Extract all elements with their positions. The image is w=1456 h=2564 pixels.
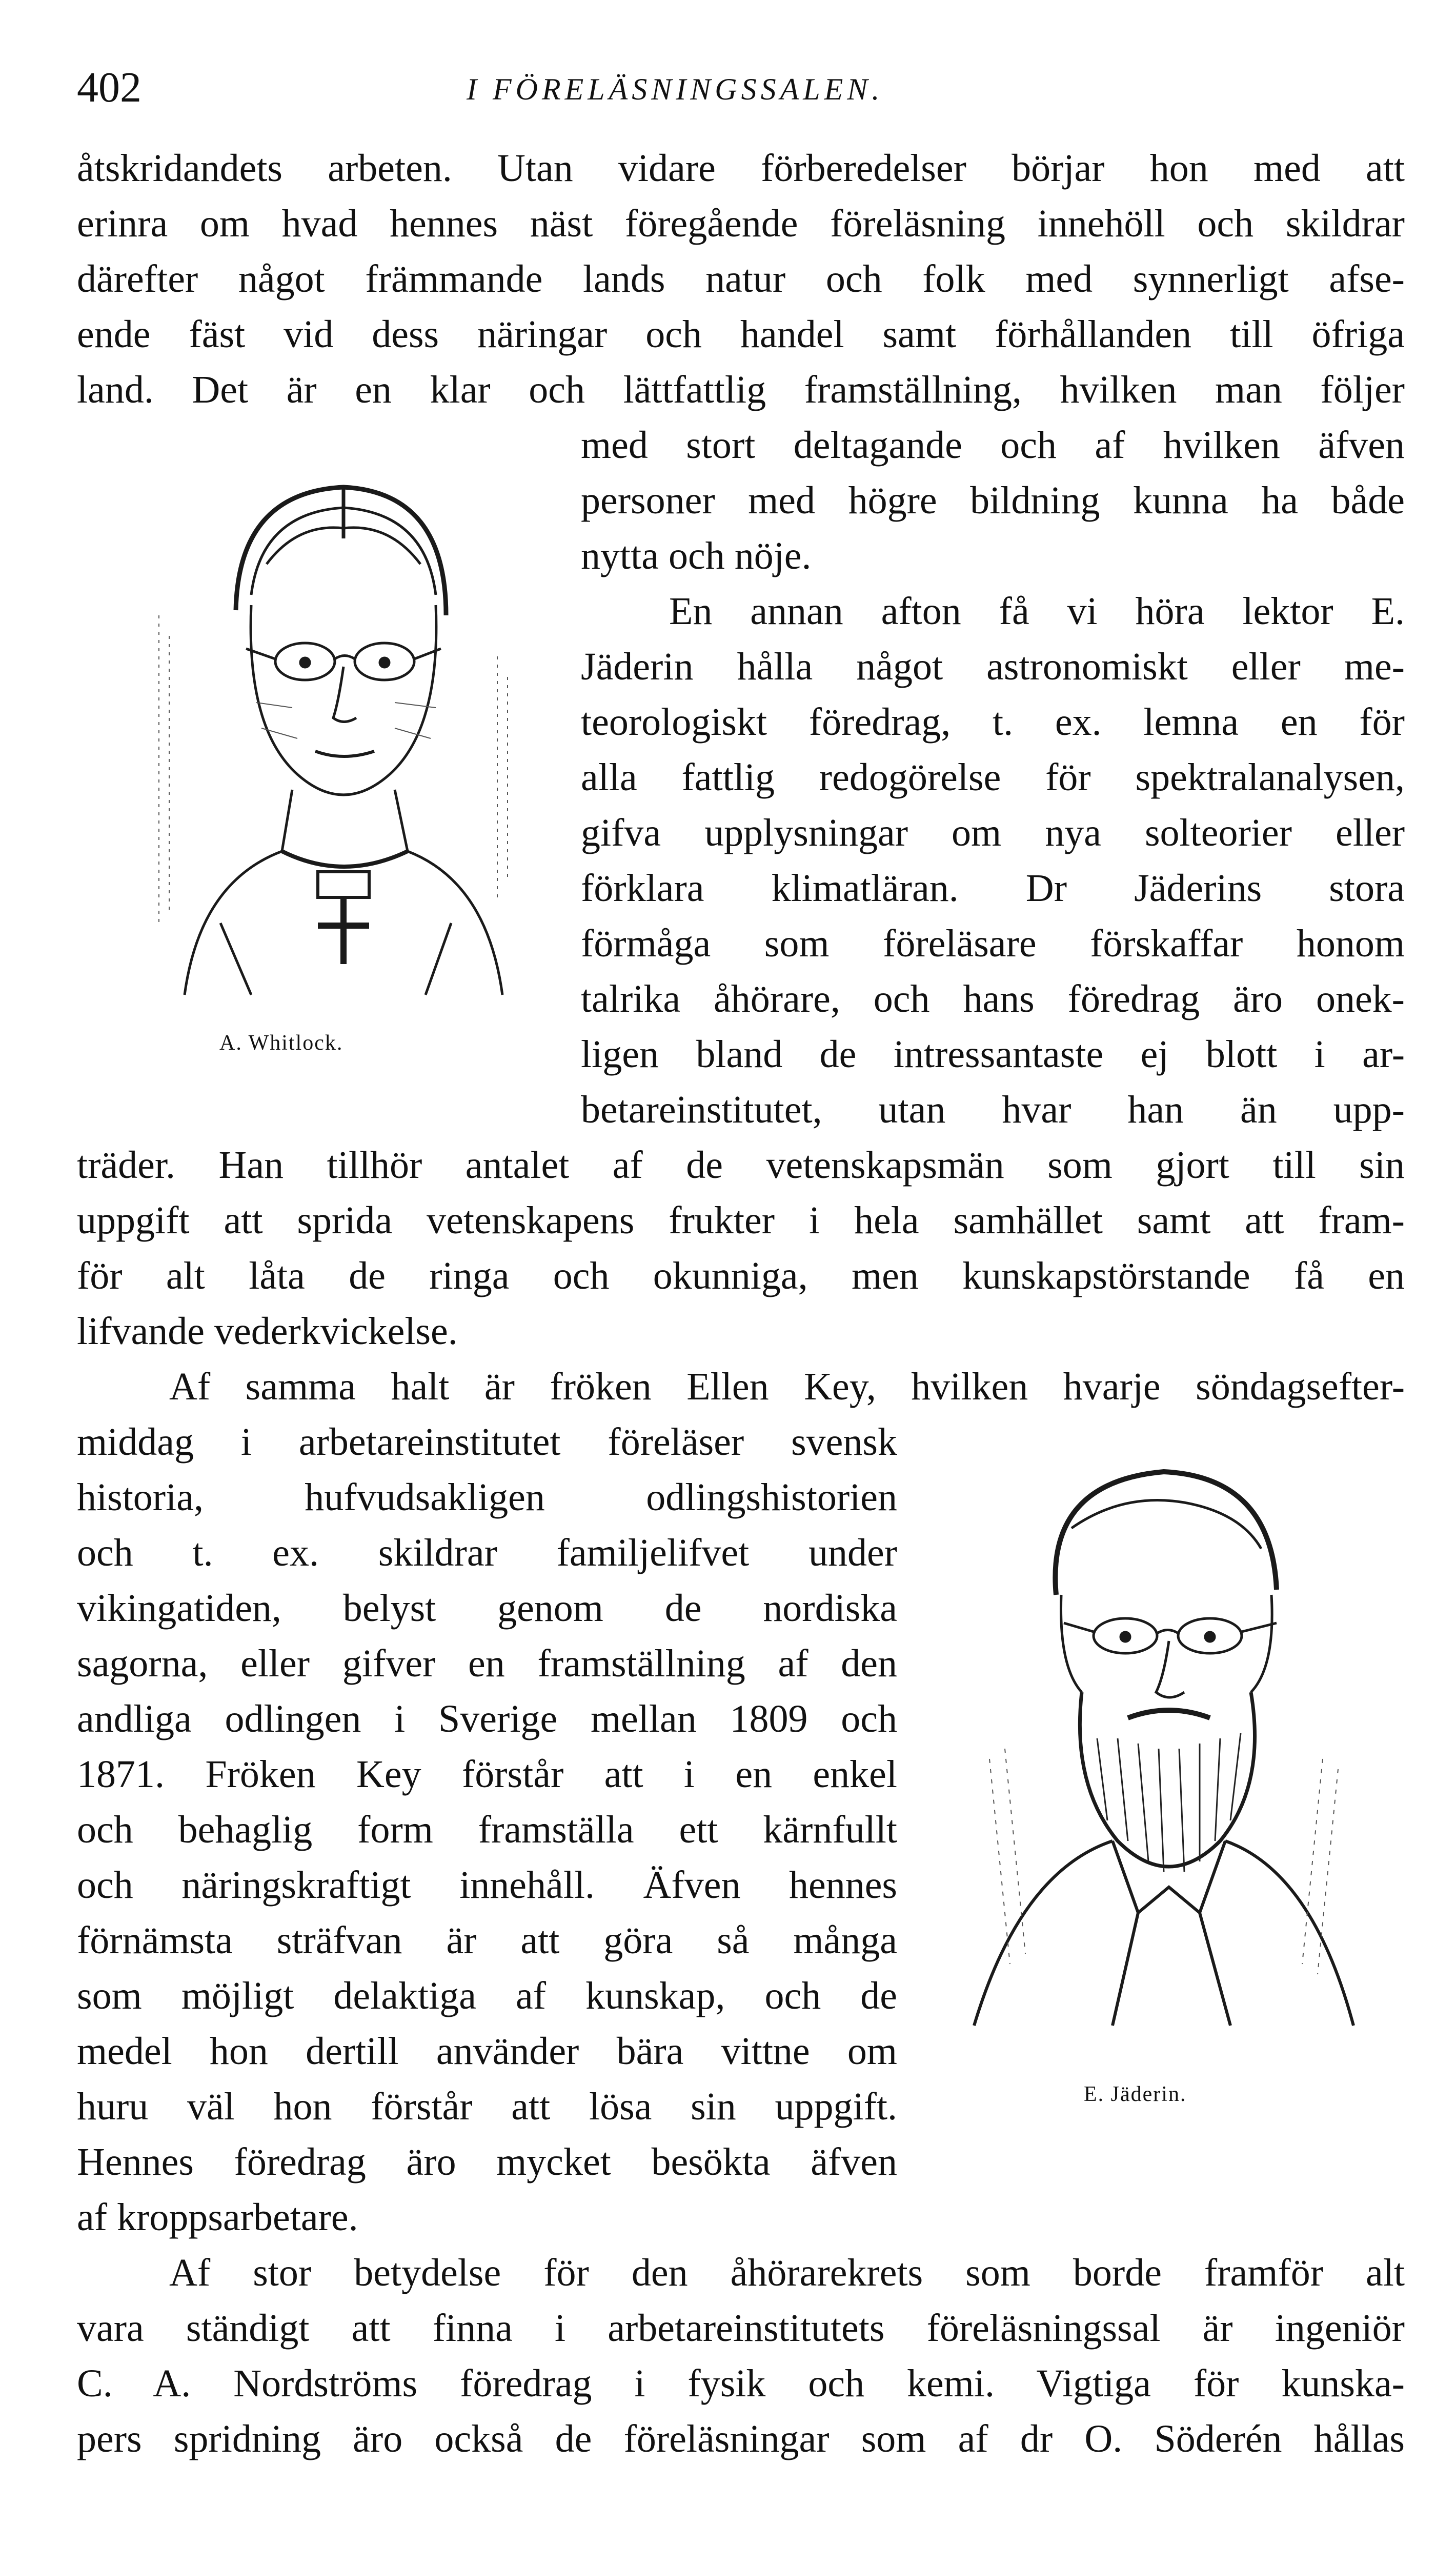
text-line: därefter något främmande lands natur och folk med synnerligt afse- [77, 257, 1405, 301]
text-line: alla fattlig redogörelse för spektralanalysen, [581, 756, 1405, 799]
text-line: för alt låta de ringa och okunniga, men kunskapstörstande få en [77, 1254, 1405, 1297]
page-header [77, 63, 1405, 119]
text-line: middag i arbetareinstitutet föreläser svensk [77, 1420, 897, 1464]
text-line: huru väl hon förstår att lösa sin uppgift. [77, 2085, 897, 2128]
text-line: och näringskraftigt innehåll. Äfven hennes [77, 1864, 897, 1907]
text-line: historia, hufvudsakligen odlingshistorien [77, 1476, 897, 1519]
text-line: 1871. Fröken Key förstår att i en enkel [77, 1753, 897, 1796]
text-line: C. A. Nordströms föredrag i fysik och kemi. Vigtiga för kunska- [77, 2362, 1405, 2405]
text-line: af kroppsarbetare. [77, 2196, 358, 2239]
text-line: uppgift att sprida vetenskapens frukter i hela samhället samt att fram- [77, 1199, 1405, 1242]
text-line: talrika åhörare, och hans föredrag äro onek- [581, 977, 1405, 1020]
page-number: 402 [77, 64, 141, 111]
text-line: lifvande vederkvickelse. [77, 1310, 458, 1353]
text-line: teorologiskt föredrag, t. ex. lemna en för [581, 700, 1405, 744]
text-line: vara ständigt att finna i arbetareinstitutets föreläsningssal är ingeniör [77, 2307, 1405, 2350]
text-line: ende fäst vid dess näringar och handel samt förhållanden till öfriga [77, 313, 1405, 356]
woman-portrait-engraving [128, 462, 538, 1015]
text-line: Af stor betydelse för den åhörarekrets som borde framför alt [169, 2251, 1405, 2294]
text-line: pers spridning äro också de föreläsningar som af dr O. Söderén hållas [77, 2417, 1405, 2460]
text-line: Jäderin hålla något astronomiskt eller me- [581, 645, 1405, 688]
text-line: erinra om hvad hennes näst föregående föreläsning innehöll och skildrar [77, 202, 1405, 245]
text-line: personer med högre bildning kunna ha både [581, 479, 1405, 522]
figure-caption: A. Whitlock. [219, 1031, 343, 1055]
text-line: förklara klimatläran. Dr Jäderins stora [581, 867, 1405, 910]
text-line: betareinstitutet, utan hvar han än upp- [581, 1088, 1405, 1131]
text-line: medel hon dertill använder bära vittne om [77, 2030, 897, 2073]
text-line: sagorna, eller gifver en framställning af den [77, 1642, 897, 1685]
running-title: I FÖRELÄSNINGSSALEN. [467, 72, 884, 106]
text-line: En annan afton få vi höra lektor E. [669, 590, 1405, 633]
text-line: med stort deltagande och af hvilken äfven [581, 424, 1405, 467]
text-line: förnämsta sträfvan är att göra så många [77, 1919, 897, 1962]
text-line: ligen bland de intressantaste ej blott i ar- [581, 1033, 1405, 1076]
text-line: andliga odlingen i Sverige mellan 1809 och [77, 1697, 897, 1740]
text-line: land. Det är en klar och lättfattlig framställning, hvilken man följer [77, 368, 1405, 411]
text-line: träder. Han tillhör antalet af de vetenskapsmän som gjort till sin [77, 1144, 1405, 1187]
text-line: och t. ex. skildrar familjelifvet under [77, 1531, 897, 1574]
text-line: Af samma halt är fröken Ellen Key, hvilken hvarje söndagsefter- [169, 1365, 1405, 1408]
figure-caption: E. Jäderin. [1084, 2082, 1187, 2106]
text-line: nytta och nöje. [581, 534, 812, 577]
text-line: som möjligt delaktiga af kunskap, och de [77, 1974, 897, 2017]
text-line: åtskridandets arbeten. Utan vidare förberedelser börjar hon med att [77, 147, 1405, 190]
text-line: förmåga som föreläsare förskaffar honom [581, 922, 1405, 965]
text-line: och behaglig form framställa ett kärnfullt [77, 1808, 897, 1851]
bearded-man-portrait-engraving [943, 1451, 1384, 2056]
text-line: gifva upplysningar om nya solteorier eller [581, 811, 1405, 854]
text-line: vikingatiden, belyst genom de nordiska [77, 1587, 897, 1630]
text-line: Hennes föredrag äro mycket besökta äfven [77, 2140, 897, 2184]
